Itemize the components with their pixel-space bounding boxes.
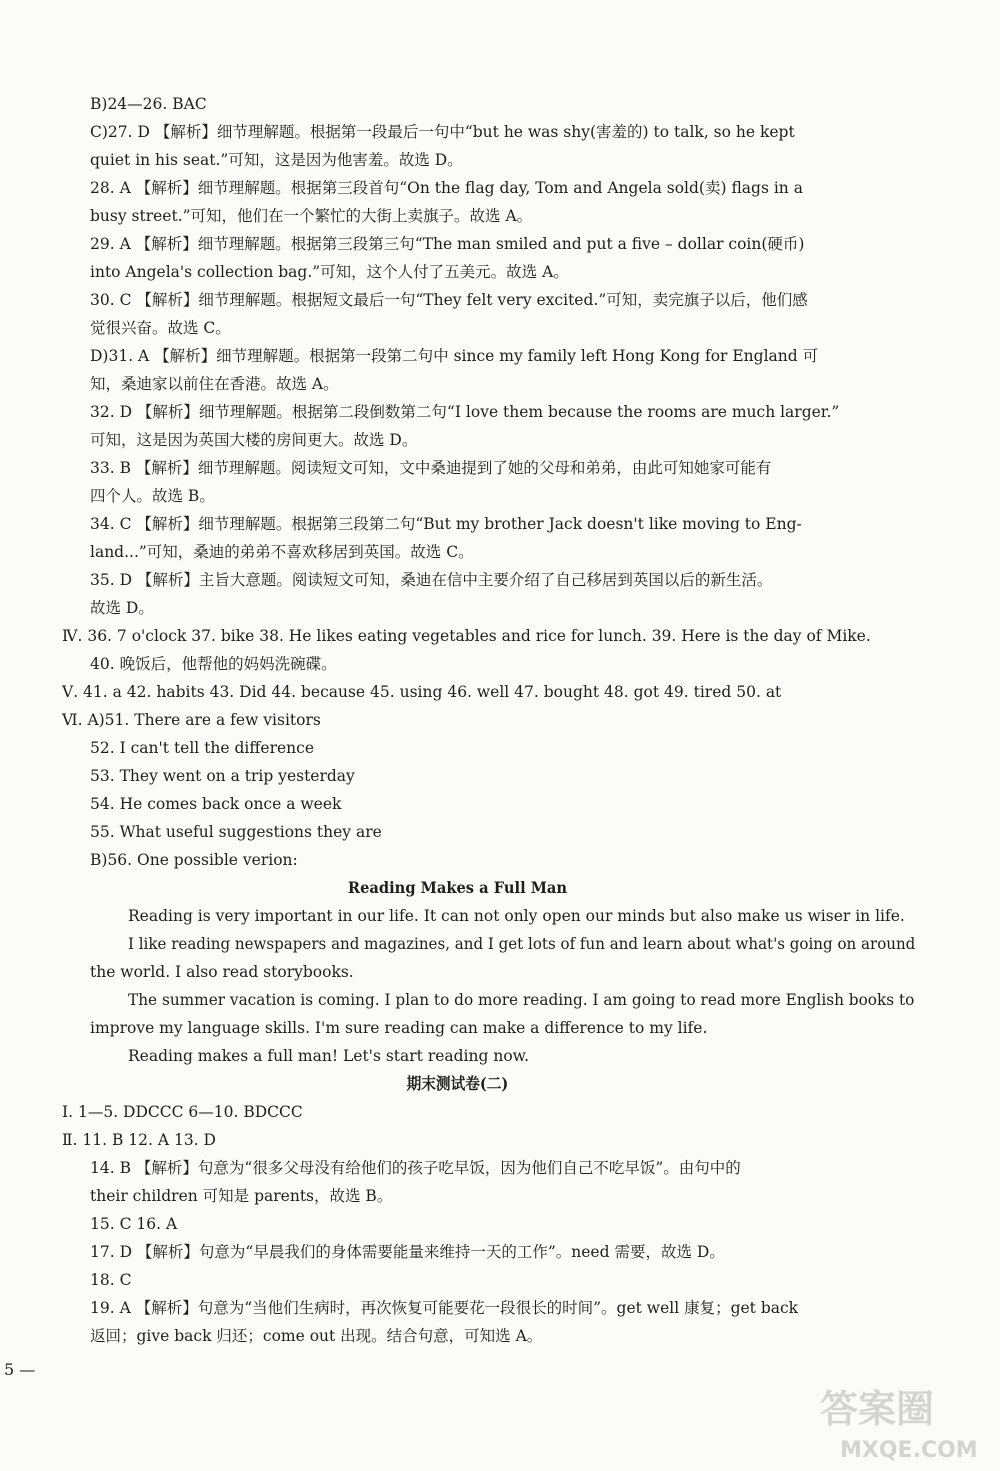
text-line: the world. I also read storybooks. (90, 963, 354, 981)
text-line: Reading is very important in our life. It can not only open our minds but also make us wiser in life. (128, 907, 905, 925)
text-line: 35. D 【解析】主旨大意题。阅读短文可知，桑迪在信中主要介绍了自己移居到英国以后的新生活。 (90, 571, 773, 589)
text-line: 55. What useful suggestions they are (90, 823, 382, 841)
text-line: their children 可知是 parents，故选 B。 (90, 1187, 393, 1205)
text-line: busy street.”可知，他们在一个繁忙的大街上卖旗子。故选 A。 (90, 207, 533, 225)
text-line: Ⅴ. 41. a 42. habits 43. Did 44. because 45. using 46. well 47. bought 48. got 49. tired 50. at (62, 683, 782, 701)
text-line: Ⅳ. 36. 7 o'clock 37. bike 38. He likes eating vegetables and rice for lunch. 39. Here is the day of Mike. (62, 627, 871, 645)
text-line: 可知，这是因为英国大楼的房间更大。故选 D。 (90, 431, 418, 449)
text-line: 40. 晚饭后，他帮他的妈妈洗碗碟。 (90, 655, 337, 673)
watermark-en: MXQE.COM (840, 1438, 978, 1463)
text-line: improve my language skills. I'm sure reading can make a difference to my life. (90, 1019, 708, 1037)
text-line: 52. I can't tell the difference (90, 739, 314, 757)
watermark-logo (810, 1382, 990, 1464)
text-line: 15. C 16. A (90, 1215, 178, 1233)
text-line: 33. B 【解析】细节理解题。阅读短文可知，文中桑迪提到了她的父母和弟弟，由此可知她家可能有 (90, 459, 772, 477)
text-line: 17. D 【解析】句意为“早晨我们的身体需要能量来维持一天的工作”。need 需要，故选 D。 (90, 1243, 725, 1261)
text-line: B)24—26. BAC (90, 95, 207, 113)
text-line: into Angela's collection bag.”可知，这个人付了五美元。故选 A。 (90, 263, 569, 281)
text-line: 29. A 【解析】细节理解题。根据第三段第三句“The man smiled and put a five – dollar coin(硬币) (90, 235, 805, 253)
text-line: 53. They went on a trip yesterday (90, 767, 355, 785)
text-line: 故选 D。 (90, 599, 154, 617)
text-line: quiet in his seat.”可知，这是因为他害羞。故选 D。 (90, 151, 463, 169)
text-line: land...”可知，桑迪的弟弟不喜欢移居到英国。故选 C。 (90, 543, 474, 561)
section-title: 期末测试卷(二) (406, 1074, 509, 1093)
text-line: C)27. D 【解析】细节理解题。根据第一段最后一句中“but he was shy(害羞的) to talk, so he kept (90, 123, 795, 141)
text-line: I like reading newspapers and magazines, and I get lots of fun and learn about what's going on around (128, 935, 916, 953)
text-line: 19. A 【解析】句意为“当他们生病时，再次恢复可能要花一段很长的时间”。get well 康复；get back (90, 1299, 799, 1317)
text-line: 四个人。故选 B。 (90, 487, 215, 505)
text-line: 32. D 【解析】细节理解题。根据第二段倒数第二句“I love them because the rooms are much larger.” (90, 403, 840, 421)
text-line: 18. C (90, 1271, 132, 1289)
text-line: B)56. One possible verion: (90, 851, 298, 869)
text-line: Ⅱ. 11. B 12. A 13. D (62, 1131, 216, 1149)
section-title: Reading Makes a Full Man (347, 878, 568, 897)
text-line: 返回；give back 归还；come out 出现。结合句意，可知选 A。 (90, 1327, 543, 1345)
text-line: 知，桑迪家以前住在香港。故选 A。 (90, 375, 339, 393)
page-number: 5 — (4, 1360, 36, 1379)
text-line: 54. He comes back once a week (90, 795, 342, 813)
text-line: Ⅰ. 1—5. DDCCC 6—10. BDCCC (62, 1103, 303, 1121)
text-line: Reading makes a full man! Let's start reading now. (128, 1047, 530, 1065)
text-line: 30. C 【解析】细节理解题。根据短文最后一句“They felt very excited.”可知，卖完旗子以后，他们感 (90, 291, 808, 309)
watermark-cn: 答案圈 (820, 1387, 935, 1431)
text-line: D)31. A 【解析】细节理解题。根据第一段第二句中 since my family left Hong Kong for England 可 (90, 347, 819, 365)
text-line: 34. C 【解析】细节理解题。根据第三段第二句“But my brother Jack doesn't like moving to Eng- (90, 515, 802, 533)
text-line: 28. A 【解析】细节理解题。根据第三段首句“On the flag day, Tom and Angela sold(卖) flags in a (90, 179, 803, 197)
text-line: The summer vacation is coming. I plan to do more reading. I am going to read more English books to (128, 991, 915, 1009)
text-line: Ⅵ. A)51. There are a few visitors (62, 711, 321, 729)
text-line: 14. B 【解析】句意为“很多父母没有给他们的孩子吃早饭，因为他们自己不吃早饭”。由句中的 (90, 1159, 741, 1177)
text-line: 觉很兴奋。故选 C。 (90, 319, 231, 337)
